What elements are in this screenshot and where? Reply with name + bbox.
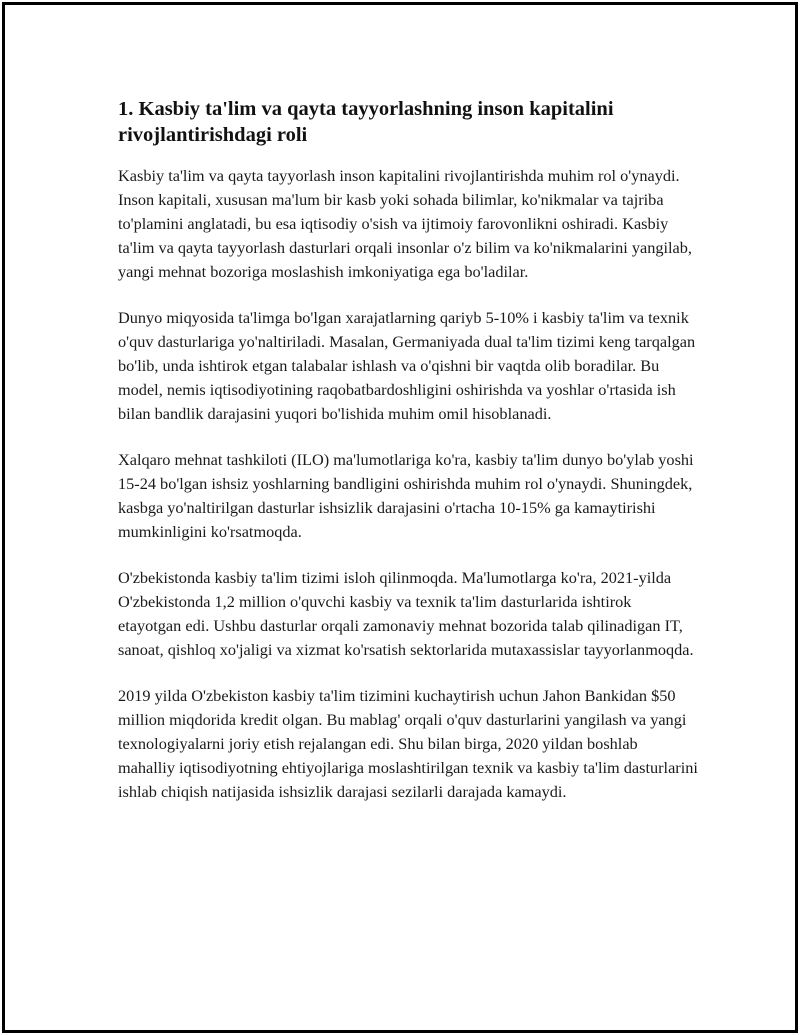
section-heading: 1. Kasbiy ta'lim va qayta tayyorlashning inson kapitalini rivojlantirishdagi roli <box>118 98 614 146</box>
paragraph-3: Xalqaro mehnat tashkiloti (ILO) ma'lumotlariga ko'ra, kasbiy ta'lim dunyo bo'ylab yoshi 15-24 bo'lgan ishsiz yoshlarning bandligini oshirishda muhim rol o'ynaydi. Shuningdek, kasbga yo'naltirilgan dasturlar ishsizlik darajasini o'rtacha 10-15% ga kamaytirishi mumkinligini ko'rsatmoqda. <box>118 450 694 541</box>
paragraph-5: 2019 yilda O'zbekiston kasbiy ta'lim tizimini kuchaytirish uchun Jahon Bankidan $50 million miqdorida kredit olgan. Bu mablag' orqali o'quv dasturlarini yangilash va yangi texnologiyalarni joriy etish rejalangan edi. Shu bilan birga, 2020 yildan boshlab mahalliy iqtisodiyotning ehtiyojlariga moslashtirilgan texnik va kasbiy ta'lim dasturlarini ishlab chiqish natijasida ishsizlik darajasi sezilarli darajada kamaydi. <box>118 686 698 801</box>
paragraph-2: Dunyo miqyosida ta'limga bo'lgan xarajatlarning qariyb 5-10% i kasbiy ta'lim va texnik o'quv dasturlariga yo'naltiriladi. Masalan, Germaniyada dual ta'lim tizimi keng tarqalgan bo'lib, unda ishtirok etgan talabalar ishlash va o'qishni bir vaqtda olib boradilar. Bu model, nemis iqtisodiyotining raqobatbardoshligini oshirishda va yoshlar o'rtasida ish bilan bandlik darajasini yuqori bo'lishida muhim omil hisoblanadi. <box>118 308 696 423</box>
paragraph-1: Kasbiy ta'lim va qayta tayyorlash inson kapitalini rivojlantirishda muhim rol o'ynaydi. Inson kapitali, xususan ma'lum bir kasb yoki sohada bilimlar, ko'nikmalar va tajriba to'plamini anglatadi, bu esa iqtisodiy o'sish va ijtimoiy farovonlikni oshiradi. Kasbiy ta'lim va qayta tayyorlash dasturlari orqali insonlar o'z bilim va ko'nikmalarini yangilab, yangi mehnat bozoriga moslashish imkoniyatiga ega bo'ladilar. <box>118 166 692 281</box>
paragraph-4: O'zbekistonda kasbiy ta'lim tizimi isloh qilinmoqda. Ma'lumotlarga ko'ra, 2021-yilda O'zbekistonda 1,2 million o'quvchi kasbiy va texnik ta'lim dasturlarida ishtirok etayotgan edi. Ushbu dasturlar orqali zamonaviy mehnat bozorida talab qilinadigan IT, sanoat, qishloq xo'jaligi va xizmat ko'rsatish sektorlarida mutaxassislar tayyorlanmoqda. <box>118 568 694 659</box>
document-body <box>118 96 698 826</box>
